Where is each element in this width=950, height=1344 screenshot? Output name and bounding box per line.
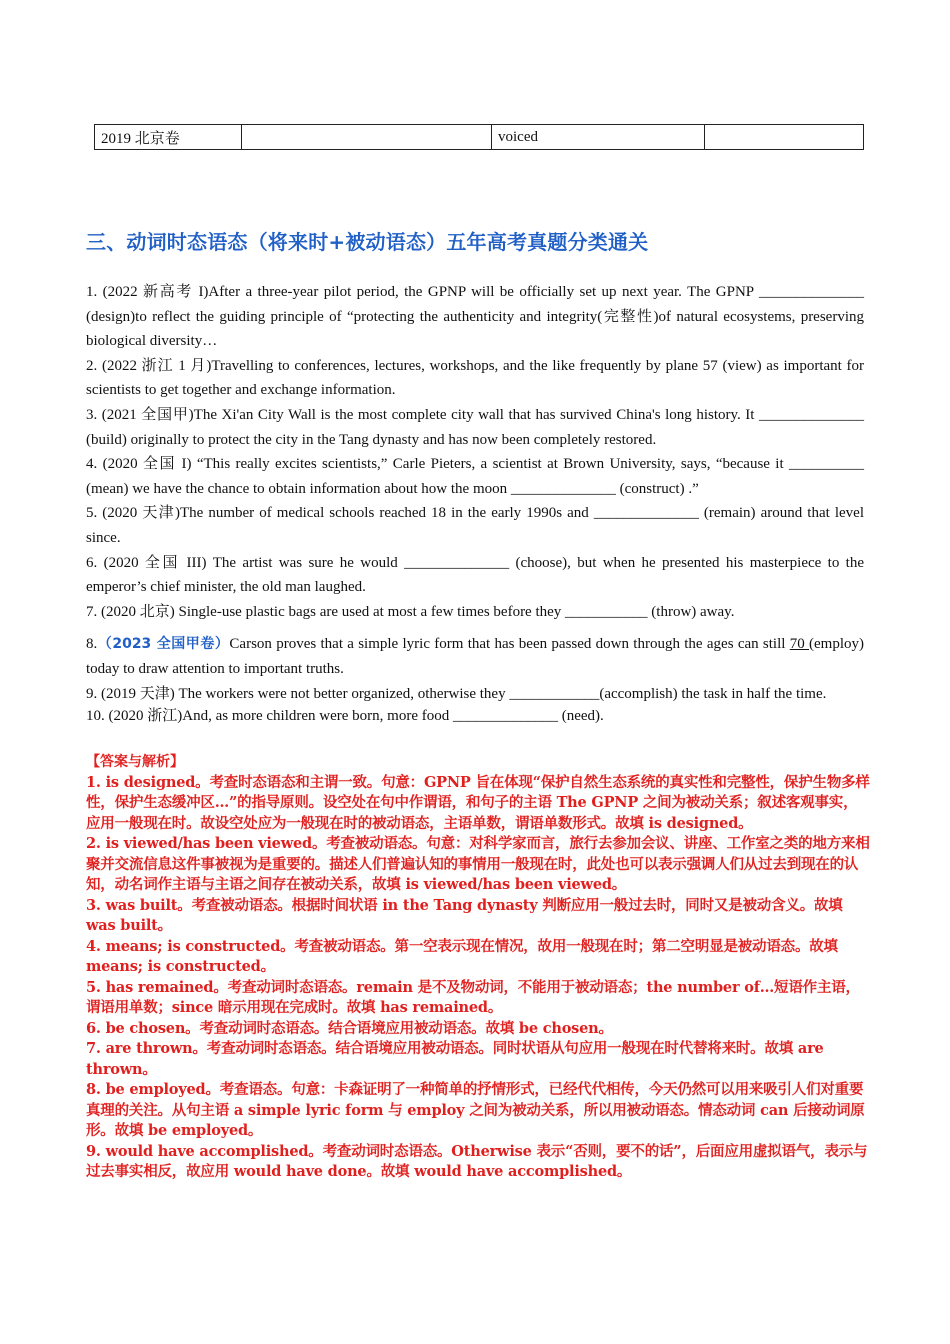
question-item: 1. (2022 新高考 I)After a three-year pilot period, the GPNP will be officially set up next year. The GPNP ______________ (design)to reflect the guiding principle of “protecting the authenticity and integrity(完整性)of natural ecosystems, preserving biological diversity… bbox=[86, 284, 864, 350]
answer-heading: 【答案与解析】 bbox=[86, 754, 184, 770]
exam-table-row bbox=[94, 124, 864, 150]
answer-item: 4. means; is constructed。考查被动语态。第一空表示现在情况，故用一般现在时；第二空明显是被动语态。故填 means; is constructed。 bbox=[86, 937, 838, 975]
question-item: 10. (2020 浙江)And, as more children were born, more food ______________ (need). bbox=[86, 707, 604, 724]
answer-item: 1. is designed。考查时态语态和主谓一致。句意：GPNP 旨在体现“保护自然生态系统的真实性和完整性，保护生物多样性，保护生态缓冲区…”的指导原则。设空处在句中作谓语，和句子的主语 The GPNP 之间为被动关系；叙述客观事实，应用一般现在时。故设空处应为一般现在时的被动语态，主语单数，谓语单数形式。故填 is designed。 bbox=[86, 773, 870, 832]
question-text-rest: (employ) today to draw attention to important truths. bbox=[86, 636, 865, 677]
question-item: 4. (2020 全国 I) “This really excites scientists,” Carle Pieters, a scientist at Brown University, says, “because it __________ (mean) we have the chance to obtain information about how the moon ______________ (construct) .” bbox=[86, 456, 864, 497]
answer-blank: 70 bbox=[789, 636, 810, 653]
table-cell-word: voiced bbox=[492, 125, 705, 150]
answer-item: 6. be chosen。考查动词时态语态。结合语境应用被动语态。故填 be chosen。 bbox=[86, 1019, 613, 1037]
question-list bbox=[86, 280, 864, 728]
answer-item: 9. would have accomplished。考查动词时态语态。Otherwise 表示“否则，要不的话”，后面应用虚拟语气，表示与过去事实相反，故应用 would have done。故填 would have accomplished。 bbox=[86, 1142, 868, 1180]
question-number: 8. bbox=[86, 636, 98, 653]
table-cell-exam: 2019 北京卷 bbox=[95, 125, 242, 150]
table-cell-empty bbox=[705, 125, 864, 150]
question-text: Carson proves that a simple lyric form that has been passed down through the ages can still bbox=[229, 636, 790, 653]
question-item: 2. (2022 浙江 1 月)Travelling to conferences, lectures, workshops, and the like frequently by plane 57 (view) as important for scientists to get together and exchange information. bbox=[86, 357, 864, 399]
question-item: 3. (2021 全国甲)The Xi'an City Wall is the most complete city wall that has survived China's long history. It ______________ (build) originally to protect the city in the Tang dynasty and has now been completely restored. bbox=[86, 406, 864, 448]
question-item: 7. (2020 北京) Single-use plastic bags are used at most a few times before they ___________ (throw) away. bbox=[86, 603, 735, 620]
exam-tag: （2023 全国甲卷） bbox=[97, 636, 230, 653]
answer-item: 8. be employed。考查语态。句意：卡森证明了一种简单的抒情形式，已经代代相传，今天仍然可以用来吸引人们对重要真理的关注。从句主语 a simple lyric form 与 employ 之间为被动关系，所以用被动语态。情态动词 can 后接动词原形。故填 be employed。 bbox=[86, 1081, 865, 1139]
answer-section bbox=[86, 752, 870, 1183]
section-title: 三、动词时态语态（将来时+被动语态）五年高考真题分类通关 bbox=[86, 230, 649, 254]
question-item: 6. (2020 全国 III) The artist was sure he would ______________ (choose), but when he presented his masterpiece to the emperor’s chief minister, the old man laughed. bbox=[86, 554, 864, 596]
question-item: 9. (2019 天津) The workers were not better organized, otherwise they ____________(accomplish) the task in half the time. bbox=[86, 685, 827, 702]
answer-item: 3. was built。考查被动语态。根据时间状语 in the Tang dynasty 判断应用一般过去时，同时又是被动含义。故填 was built。 bbox=[86, 896, 843, 934]
answer-item: 2. is viewed/has been viewed。考查被动语态。句意：对科学家而言，旅行去参加会议、讲座、工作室之类的地方来相聚并交流信息这件事被视为是重要的。描述人们普遍认知的事情用一般现在时，此处也可以表示强调人们从过去到现在的认知，动名词作主语与主语之间存在被动关系，故填 is viewed/has been viewed。 bbox=[86, 835, 870, 893]
answer-item: 7. are thrown。考查动词时态语态。结合语境应用被动语态。同时状语从句应用一般现在时代替将来时。故填 are thrown。 bbox=[86, 1040, 824, 1078]
table-row bbox=[95, 125, 864, 150]
table-cell-empty bbox=[242, 125, 492, 150]
question-item bbox=[86, 632, 864, 681]
answer-item: 5. has remained。考查动词时态语态。remain 是不及物动词，不能用于被动语态；the number of…短语作主语，谓语用单数；since 暗示用现在完成时。故填 has remained。 bbox=[86, 978, 860, 1016]
question-item: 5. (2020 天津)The number of medical schools reached 18 in the early 1990s and ______________ (remain) around that level since. bbox=[86, 505, 864, 546]
